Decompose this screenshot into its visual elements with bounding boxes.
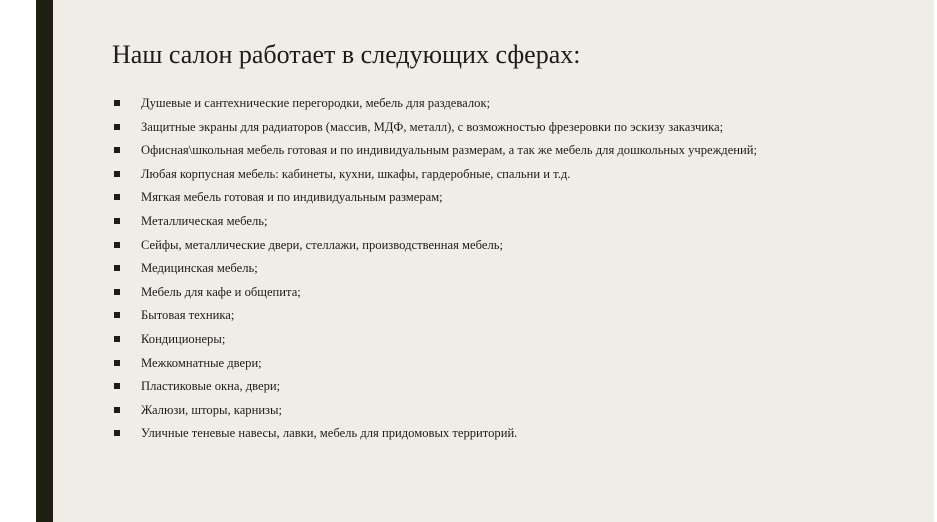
accent-bar — [36, 0, 53, 522]
list-item-text: Мягкая мебель готовая и по индивидуальным размерам; — [141, 190, 443, 205]
left-margin — [0, 0, 36, 522]
square-bullet-icon — [114, 407, 120, 413]
list-item-text: Кондиционеры; — [141, 331, 226, 346]
list-item-text: Уличные теневые навесы, лавки, мебель для придомовых территорий. — [141, 426, 518, 441]
list-item — [112, 257, 757, 281]
list-item-text: Любая корпусная мебель: кабинеты, кухни, шкафы, гардеробные, спальни и т.д. — [141, 166, 571, 181]
square-bullet-icon — [114, 194, 120, 200]
list-item-text: Межкомнатные двери; — [141, 355, 262, 370]
list-item — [112, 163, 757, 187]
square-bullet-icon — [114, 360, 120, 366]
list-item — [112, 139, 757, 163]
list-item-text: Защитные экраны для радиаторов (массив, МДФ, металл), с возможностью фрезеровки по эскизу заказчика; — [141, 119, 724, 134]
list-item — [112, 234, 757, 258]
square-bullet-icon — [114, 218, 120, 224]
square-bullet-icon — [114, 312, 120, 318]
square-bullet-icon — [114, 430, 120, 436]
list-item — [112, 352, 757, 376]
square-bullet-icon — [114, 289, 120, 295]
bullet-list — [112, 92, 757, 446]
list-item — [112, 304, 757, 328]
list-item-text: Сейфы, металлические двери, стеллажи, производственная мебель; — [141, 237, 503, 252]
list-item — [112, 375, 757, 399]
square-bullet-icon — [114, 147, 120, 153]
square-bullet-icon — [114, 242, 120, 248]
list-item-text: Пластиковые окна, двери; — [141, 379, 281, 394]
list-item — [112, 399, 757, 423]
list-item — [112, 186, 757, 210]
square-bullet-icon — [114, 383, 120, 389]
list-item — [112, 281, 757, 305]
list-item-text: Медицинская мебель; — [141, 261, 258, 276]
square-bullet-icon — [114, 265, 120, 271]
list-item — [112, 92, 757, 116]
square-bullet-icon — [114, 124, 120, 130]
list-item — [112, 422, 757, 446]
list-item — [112, 328, 757, 352]
list-item — [112, 210, 757, 234]
square-bullet-icon — [114, 171, 120, 177]
list-item — [112, 116, 757, 140]
square-bullet-icon — [114, 336, 120, 342]
list-item-text: Жалюзи, шторы, карнизы; — [141, 402, 282, 417]
list-item-text: Офисная\школьная мебель готовая и по индивидуальным размерам, а так же мебель для дошкольных учреждений; — [141, 143, 758, 158]
list-item-text: Металлическая мебель; — [141, 213, 268, 228]
slide-title: Наш салон работает в следующих сферах: — [112, 40, 581, 69]
square-bullet-icon — [114, 100, 120, 106]
list-item-text: Бытовая техника; — [141, 308, 235, 323]
list-item-text: Душевые и сантехнические перегородки, мебель для раздевалок; — [141, 96, 491, 110]
list-item-text: Мебель для кафе и общепита; — [141, 284, 301, 299]
